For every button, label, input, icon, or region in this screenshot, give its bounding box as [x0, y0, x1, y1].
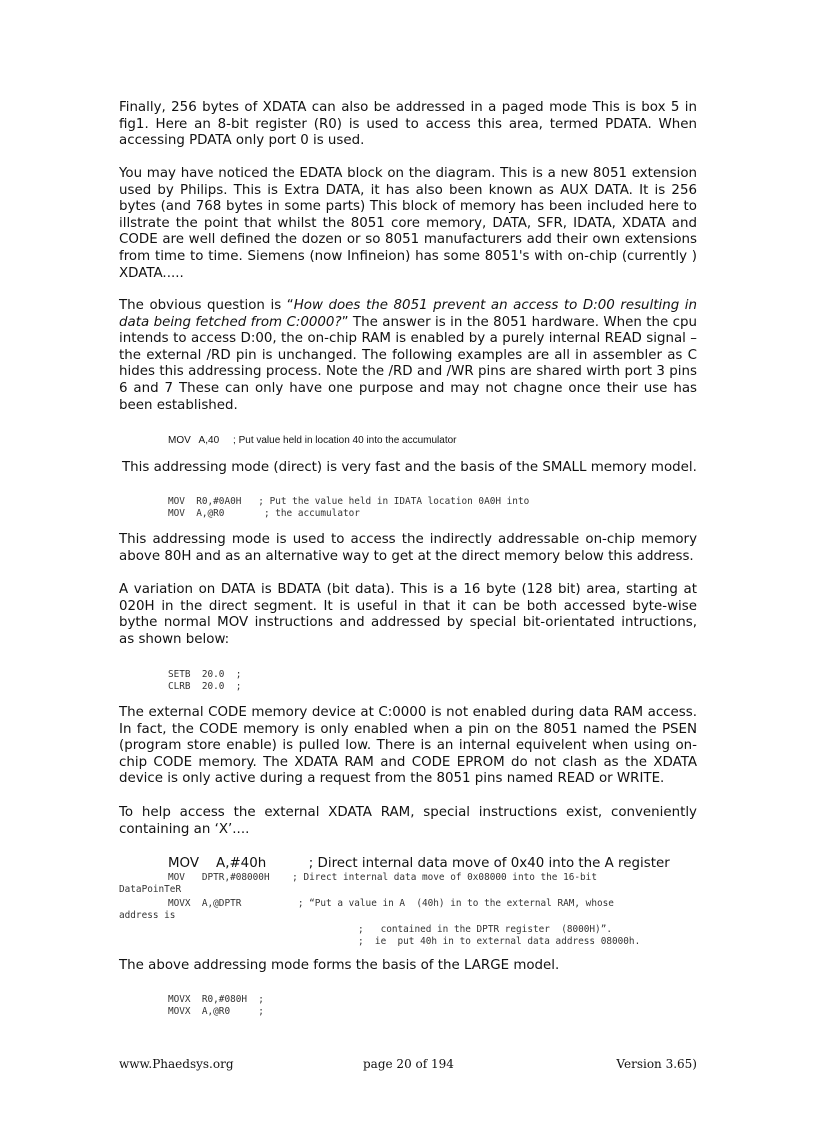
footer-page-number: page 20 of 194	[363, 1057, 454, 1071]
code-xdata-line-3: DataPoinTeR	[119, 884, 182, 895]
code-bit-line-1: SETB 20.0 ;	[168, 669, 242, 680]
paragraph-question	[119, 298, 697, 414]
paragraph-code-memory: The external CODE memory device at C:0000 is not enabled during data RAM access. In fact, the CODE memory is only enabled when a pin on the 8051 named the PSEN (program store enable) is pulled low. There is an internal equivelent when using on-chip CODE memory. The XDATA RAM and CODE EPROM do not clash as the XDATA device is only active during a request from the 8051 pins named READ or WRITE.	[119, 705, 697, 787]
question-lead-text: The obvious question is “	[119, 298, 294, 313]
code-indirect-line-2: MOV A,@R0 ; the accumulator	[168, 508, 360, 519]
paragraph-large-model: The above addressing mode forms the basis of the LARGE model.	[119, 958, 560, 973]
footer-version: Version 3.65)	[616, 1057, 697, 1071]
paragraph-bdata: A variation on DATA is BDATA (bit data). This is a 16 byte (128 bit) area, starting at 020H in the direct segment. It is useful in that it can be both accessed byte-wise bythe normal MOV instructions and addressed by special bit-orientated intructions, as shown below:	[119, 582, 697, 647]
paragraph-pdata: Finally, 256 bytes of XDATA can also be addressed in a paged mode This is box 5 in fig1. Here an 8-bit register (R0) is used to access this area, termed PDATA. When accessing PDATA only port 0 is used.	[119, 100, 697, 149]
code-large-line-1: MOVX R0,#080H ;	[168, 994, 264, 1005]
code-xdata-line-1: MOV A,#40h ; Direct internal data move of 0x40 into the A register	[168, 856, 670, 871]
code-xdata-line-2: MOV DPTR,#08000H ; Direct internal data move of 0x08000 into the 16-bit	[168, 872, 597, 883]
code-xdata-line-5: address is	[119, 910, 176, 921]
code-direct: MOV A,40 ; Put value held in location 40 into the accumulator	[168, 435, 457, 446]
paragraph-direct-mode: This addressing mode (direct) is very fast and the basis of the SMALL memory model.	[122, 460, 697, 475]
code-xdata-line-7: ; ie put 40h in to external data address 08000h.	[358, 936, 641, 947]
code-bit-line-2: CLRB 20.0 ;	[168, 681, 242, 692]
footer-website: www.Phaedsys.org	[119, 1057, 234, 1071]
code-indirect-line-1: MOV R0,#0A0H ; Put the value held in IDATA location 0A0H into	[168, 496, 530, 507]
paragraph-edata: You may have noticed the EDATA block on the diagram. This is a new 8051 extension used by Philips. This is Extra DATA, it has also been known as AUX DATA. It is 256 bytes (and 768 bytes in some parts) This block of memory has been included here to illstrate the point that whilst the 8051 core memory, DATA, SFR, IDATA, XDATA and CODE are well defined the dozen or so 8051 manufacturers add their own extensions from time to time. Siemens (now Infineion) has some 8051's with on-chip (currently ) XDATA.....	[119, 166, 697, 281]
code-large-line-2: MOVX A,@R0 ;	[168, 1006, 264, 1017]
question-answer-text: ” The answer is in the 8051 hardware. When the cpu intends to access D:00, the on-chip RAM is enabled by a purely internal READ signal – the external /RD pin is unchanged. The following examples are all in assembler as C hides this addressing process. Note the /RD and /WR pins are shared wirth port 3 pins 6 and 7 These can only have one purpose and may not chagne once their use has been established.	[119, 314, 697, 413]
page-footer	[119, 1057, 697, 1073]
code-xdata-line-6: ; contained in the DPTR register (8000H)”.	[358, 924, 612, 935]
question-italic-text: How does the 8051 prevent an access to D:00 resulting in data being fetched from C:0000?	[119, 298, 697, 330]
paragraph-indirect-mode: This addressing mode is used to access the indirectly addressable on-chip memory above 80H and as an alternative way to get at the direct memory below this address.	[119, 532, 697, 564]
paragraph-xdata-access: To help access the external XDATA RAM, special instructions exist, conveniently containing an ‘X’....	[119, 805, 697, 837]
code-xdata-line-4: MOVX A,@DPTR ; “Put a value in A (40h) in to the external RAM, whose	[168, 898, 614, 909]
